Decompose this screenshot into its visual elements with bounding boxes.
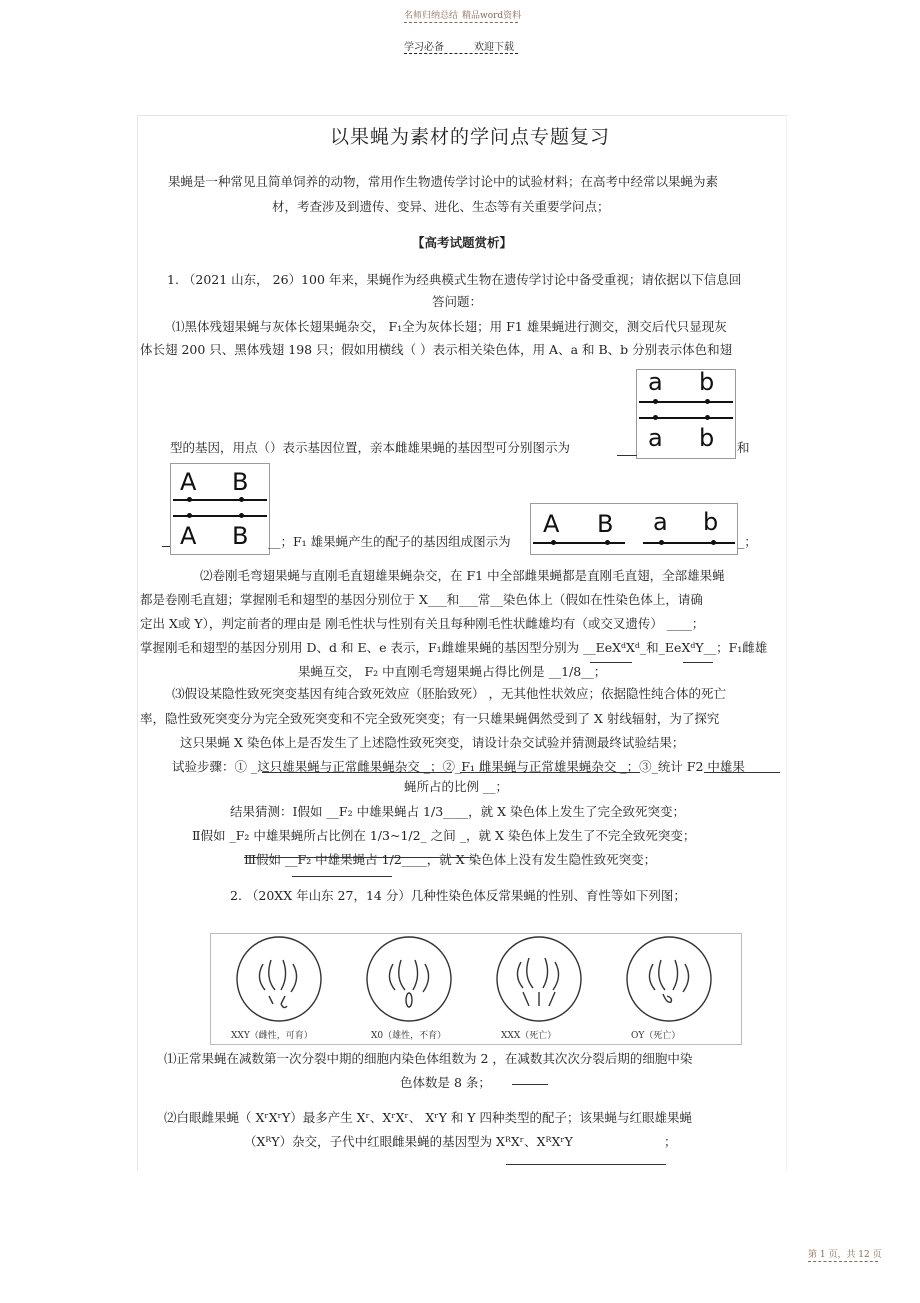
answer-blank xyxy=(292,876,392,877)
q2-p2-line-b: （XᴿY）杂交，子代中红眼雌果蝇的基因型为 XᴿXʳ、XᴿXʳY xyxy=(244,1134,573,1149)
cell-outline xyxy=(627,937,711,1021)
q1-p3-line-e: 蝇所占的比例 __； xyxy=(404,779,508,794)
locus-dot xyxy=(239,497,244,502)
q1-p3-line-b: 率，隐性致死突变分为完全致死突变和不完全致死突变；有一只雄果蝇偶然受到了 X 射线辐射，为了探究 xyxy=(140,711,720,726)
caption-xxx: XXX（死亡） xyxy=(501,1031,557,1041)
gamete-diagram xyxy=(530,503,738,555)
q2-p2-end: ； xyxy=(664,1134,677,1149)
chromosome xyxy=(259,960,296,992)
result-2: Ⅱ假如 _F₂ 中雄果蝇所占比例在 1/3~1/2_ 之间 _，就 X 染色体上发生了不完全致死突变； xyxy=(192,828,696,843)
locus-dot xyxy=(705,399,710,404)
q1-p3-line-c: 这只果蝇 X 染色体上是否发生了上述隐性致死突变，请设计杂交试验并猜测最终试验结果； xyxy=(180,735,685,750)
header-brand-right: 精品word资料 xyxy=(462,11,522,21)
intro-line-1: 果蝇是一种常见且简单饲养的动物，常用作生物遗传学讨论中的试验材料；在高考中经常以果蝇为素 xyxy=(168,174,719,189)
answer-blank xyxy=(617,455,637,456)
intro-line-2: 材，考查涉及到遗传、变异、进化、生态等有关重要学问点； xyxy=(272,199,610,214)
q1-p2-line-a: ⑵卷刚毛弯翅果蝇与直刚毛直翅雄果蝇杂交，在 F1 中全部雌果蝇都是直刚毛直翅，全部雄果蝇 xyxy=(200,568,725,583)
q1-p2-line-c: 定出 X或 Y），判定前者的理由是 刚毛性状与性别有关且每种刚毛性状雌雄均有（或交叉遗传） ____； xyxy=(140,616,705,631)
q1-p1-line-c: 型的基因，用点（）表示基因位置，亲本雌雄果蝇的基因型可分别图示为 xyxy=(170,440,571,455)
gene-B-upper: B xyxy=(232,468,249,496)
chromosome xyxy=(517,958,558,990)
chromosome xyxy=(649,960,688,992)
q1-p1-line-a: ⑴黑体残翅果蝇与灰体长翅果蝇杂交， F₁全为灰体长翅；用 F1 雄果蝇进行测交，测交后代只显现灰 xyxy=(172,319,727,334)
locus-dot xyxy=(705,415,710,420)
page-number: 第 1 页，共 12 页 xyxy=(808,1250,882,1260)
answer-blank xyxy=(590,662,632,663)
gene-a-lower: a xyxy=(648,424,663,452)
locus-dot xyxy=(659,540,664,545)
q2-p1-line-b: 色体数是 8 条； xyxy=(400,1075,491,1090)
page-title: 以果蝇为素材的学问点专题复习 xyxy=(330,126,611,148)
q1-p2-line-b: 都是卷刚毛直翅；掌握刚毛和翅型的基因分别位于 X___和___常__染色体上（假如在性染色体上，请确 xyxy=(140,592,703,607)
chromosome xyxy=(269,996,287,1008)
gene-B-lower: B xyxy=(232,522,249,550)
gene-b-lower: b xyxy=(699,424,715,452)
q1-p1-line-d: __；F₁ 雄果蝇产生的配子的基因组成图示为 xyxy=(268,534,511,549)
q1-p2-line-d: 掌握刚毛和翅型的基因分别用 D、d 和 E、e 表示，F₁雌雄果蝇的基因型分别为 __EeXᵈXᵈ_和_EeXᵈY__；F₁雌雄 xyxy=(140,640,768,655)
q1-p1-and: 和 xyxy=(737,440,750,455)
gene-A-gamete: A xyxy=(543,510,560,538)
header-brand-left: 名师归纳总结 xyxy=(404,11,459,21)
chromosome xyxy=(523,992,555,1006)
gene-A-lower: A xyxy=(180,522,197,550)
q2-p2-line-a: ⑵白眼雌果蝇（ XʳXʳY）最多产生 Xʳ、XʳXʳ、 XʳY 和 Y 四种类型的配子；该果蝇与红眼雄果蝇 xyxy=(164,1110,693,1125)
caption-xxy: XXY（雌性，可育） xyxy=(231,1031,313,1041)
header-dash-bottom xyxy=(404,53,518,54)
header-dash-top xyxy=(404,22,518,23)
result-1: 结果猜测：Ⅰ假如 __F₂ 中雄果蝇占 1/3____，就 X 染色体上发生了完全致死突变； xyxy=(230,804,686,819)
gene-a-gamete: a xyxy=(653,508,668,536)
caption-oy: OY（死亡） xyxy=(631,1031,681,1041)
chromosome xyxy=(663,994,672,1002)
answer-blank xyxy=(506,1164,666,1165)
q1-p3-line-a: ⑶假设某隐性致死突变基因有纯合致死效应（胚胎致死） ，无其他性状效应；依据隐性纯合体的死亡 xyxy=(172,686,726,701)
answer-blank xyxy=(512,1084,548,1085)
q1-p1-end: _； xyxy=(738,534,757,549)
footer-dash xyxy=(808,1261,878,1262)
q1-p2-line-e: 果蝇互交， F₂ 中直刚毛弯翅果蝇占得比例是 __1/8__； xyxy=(298,664,607,679)
gene-b-gamete: b xyxy=(703,508,719,536)
section-heading: 【高考试题赏析】 xyxy=(412,235,513,250)
gene-a-upper: a xyxy=(648,368,663,396)
caption-x0: X0（雄性，不育） xyxy=(371,1031,447,1041)
answer-blank xyxy=(704,772,780,773)
locus-dot xyxy=(653,399,658,404)
answer-blank xyxy=(683,662,713,663)
locus-dot xyxy=(711,540,716,545)
answer-blank xyxy=(162,546,170,547)
q1-p1-line-b: 体长翅 200 只、黑体残翅 198 只；假如用横线（ ）表示相关染色体，用 A、a 和 B、b 分别表示体色和翅 xyxy=(140,342,733,357)
header-sub-left: 学习必备 xyxy=(404,42,444,53)
strike-line xyxy=(244,857,474,858)
chromosome xyxy=(389,960,428,992)
locus-dot xyxy=(605,540,610,545)
genotype-diagram-dominant xyxy=(170,463,270,555)
chromosome xyxy=(406,993,412,1007)
cell-outline xyxy=(367,937,451,1021)
q1-line-1: 1. （2021 山东， 26）100 年来，果蝇作为经典模式生物在遗传学讨论中备受重视；请依据以下信息回 xyxy=(167,272,742,287)
locus-dot xyxy=(187,513,192,518)
cell-outline xyxy=(497,937,581,1021)
chromosome-line-AB xyxy=(533,542,625,544)
answer-blank xyxy=(460,772,640,773)
cell-outline xyxy=(237,937,321,1021)
cell-figure-panel xyxy=(210,933,742,1045)
locus-dot xyxy=(187,497,192,502)
q1-line-2: 答问题： xyxy=(432,294,483,309)
q2-p1-line-a: ⑴正常果蝇在减数第一次分裂中期的细胞内染色体组数为 2 ，在减数其次次分裂后期的细胞中染 xyxy=(164,1051,693,1066)
gene-B-gamete: B xyxy=(597,510,614,538)
q1-p3-line-d: 试验步骤：① _这只雄果蝇与正常雌果蝇杂交 _；②_F₁ 雌果蝇与正常雄果蝇杂交 _；③_统计 F2 中雄果 xyxy=(172,759,745,774)
locus-dot xyxy=(551,540,556,545)
q2-line-1: 2. （20XX 年山东 27，14 分）几种性染色体反常果蝇的性别、育性等如下列图； xyxy=(230,888,686,903)
header-sub-right: 欢迎下载 xyxy=(474,42,514,53)
locus-dot xyxy=(239,513,244,518)
answer-blank xyxy=(262,772,452,773)
chromosome-line-ab xyxy=(643,542,735,544)
genotype-diagram-recessive xyxy=(636,369,736,459)
result-3: Ⅲ假如 __F₂ 中雄果蝇占 1/2____，就 X 染色体上没有发生隐性致死突变； xyxy=(244,852,657,867)
gene-A-upper: A xyxy=(180,468,197,496)
locus-dot xyxy=(653,415,658,420)
gene-b-upper: b xyxy=(699,368,715,396)
